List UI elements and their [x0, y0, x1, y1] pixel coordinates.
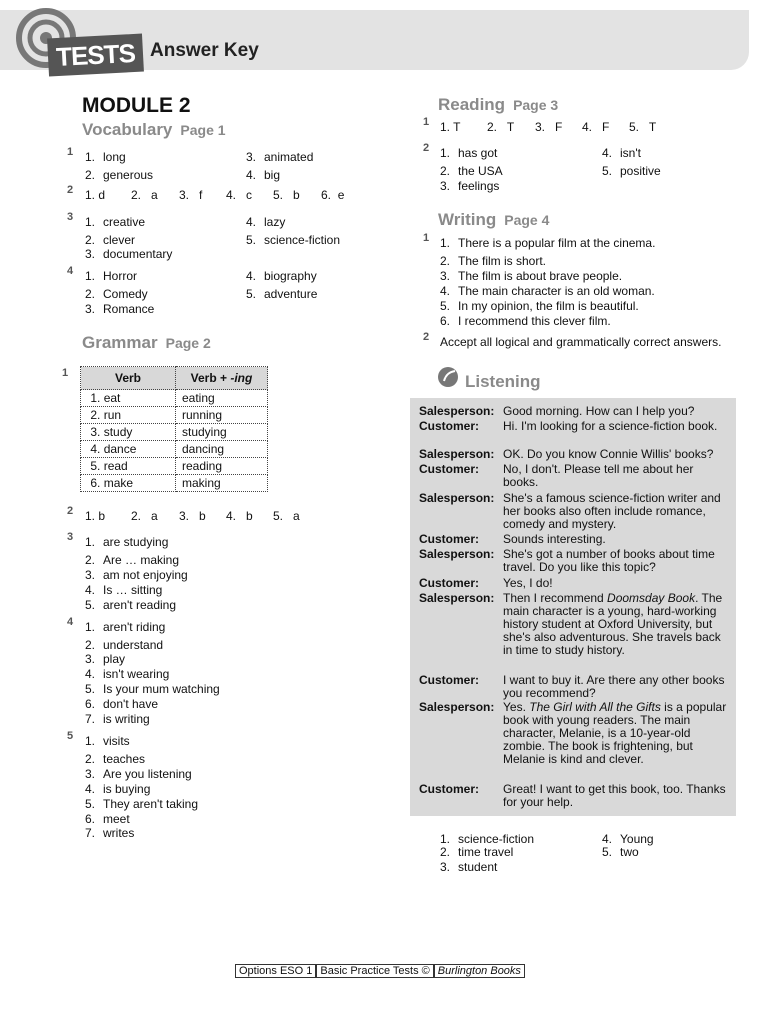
question-number: 2 — [67, 184, 74, 196]
reading-heading: Reading Page 3 — [438, 95, 559, 114]
page-title: Answer Key — [150, 40, 259, 61]
list-item: 1. creative — [85, 215, 146, 229]
list-item: 5. positive — [602, 164, 661, 178]
list-item: 3. play — [85, 652, 126, 666]
list-item: 2. time travel — [440, 845, 514, 859]
table-header: Verb + -ing — [176, 367, 268, 390]
listening-transcript: Salesperson: Good morning. How can I help you? Customer: Hi. I'm looking for a science-fiction book. Salesperson: OK. Do you know Connie Willis' books? Customer: No, I don't. Please tell me about her books. Salesperson: She's a famous science-fiction writer and her books also often include romance, comedy and mystery. Customer: Sounds interesting. Salesperson: She's got a number of books about time travel. Do you like this topic? Customer: Yes, I do! Salesperson: Then I recommend Doomsday Book. The main character is a young, hard-working history student at Oxford University, but she's also adventurous. She travels back in time to study history. Customer: I want to buy it. Are there any other books you recommend? Salesperson: Yes. The Girl with All the Gifts is a popular book with young readers. The main character, Melanie, is a 10-year-old zombie. The book is frightening, but Melanie is kind and clever. Customer: Great! I want to get this book, too. Thanks for your help. — [410, 398, 736, 816]
list-item: 4. F — [582, 120, 610, 134]
table-header: Verb — [81, 367, 176, 390]
list-item: 3. animated — [246, 150, 314, 164]
list-item: 1. There is a popular film at the cinema. — [440, 236, 656, 250]
list-item: 5. adventure — [246, 287, 318, 301]
list-item: 2. generous — [85, 168, 154, 182]
list-item: 1. are studying — [85, 535, 169, 549]
footer-book: Basic Practice Tests © — [316, 964, 433, 978]
grammar-heading: Grammar Page 2 — [82, 333, 211, 352]
list-item: 1. aren't riding — [85, 620, 166, 634]
list-item: 2. a — [131, 188, 158, 202]
question-number: 2 — [423, 331, 430, 343]
list-item: 3. b — [179, 509, 206, 523]
vocabulary-heading: Vocabulary Page 1 — [82, 120, 226, 139]
list-item: 5. two — [602, 845, 639, 859]
list-item: 6. e — [321, 188, 345, 202]
list-item: 5. aren't reading — [85, 598, 177, 612]
list-item: 3. f — [179, 188, 203, 202]
list-item: 1. d — [85, 188, 106, 202]
question-number: 1 — [67, 146, 74, 158]
list-item: 4. isn't — [602, 146, 641, 160]
list-item: 1. has got — [440, 146, 498, 160]
list-item: 2. The film is short. — [440, 254, 547, 268]
list-item: 4. Is … sitting — [85, 583, 163, 597]
question-number: 2 — [67, 505, 74, 517]
list-item: 1. visits — [85, 734, 130, 748]
list-item: 6. meet — [85, 812, 130, 826]
question-number: 1 — [423, 232, 430, 244]
table-row: 2. run running — [81, 407, 268, 424]
footer-publisher: Burlington Books — [434, 964, 525, 978]
list-item: 2. the USA — [440, 164, 503, 178]
list-item: 5. b — [273, 188, 300, 202]
list-item: 2. understand — [85, 638, 164, 652]
list-item: 6. I recommend this clever film. — [440, 314, 611, 328]
question-number: 3 — [67, 211, 74, 223]
list-item: 3. am not enjoying — [85, 568, 188, 582]
list-item: 3. feelings — [440, 179, 500, 193]
table-row: 4. dance dancing — [81, 441, 268, 458]
listening-heading: Listening — [465, 372, 541, 391]
table-row: 5. read reading — [81, 458, 268, 475]
question-number: 1 — [62, 367, 69, 379]
list-item: 4. isn't wearing — [85, 667, 170, 681]
list-item: 4. is buying — [85, 782, 151, 796]
question-number: 5 — [67, 730, 74, 742]
list-item: 5. T — [629, 120, 657, 134]
list-item: 6. don't have — [85, 697, 159, 711]
listening-icon — [437, 366, 461, 388]
list-item: 1. b — [85, 509, 106, 523]
question-number: 4 — [67, 265, 74, 277]
footer-course: Options ESO 1 — [235, 964, 316, 978]
list-item: 3. Are you listening — [85, 767, 192, 781]
list-item: 2. clever — [85, 233, 136, 247]
list-item: 4. The main character is an old woman. — [440, 284, 655, 298]
tests-logo: TESTS — [47, 34, 144, 77]
table-row: 6. make making — [81, 475, 268, 492]
list-item: 5. science-fiction — [246, 233, 341, 247]
list-item: 2. T — [487, 120, 515, 134]
question-number: 1 — [423, 116, 430, 128]
list-item: 1. science-fiction — [440, 832, 535, 846]
list-item: 2. Comedy — [85, 287, 148, 301]
list-item: 4. big — [246, 168, 281, 182]
writing-note: Accept all logical and grammatically correct answers. — [440, 335, 722, 349]
grammar-table — [80, 366, 268, 492]
list-item: 2. teaches — [85, 752, 146, 766]
question-number: 4 — [67, 616, 74, 628]
list-item: 2. Are … making — [85, 553, 180, 567]
list-item: 1. T — [440, 120, 461, 134]
question-number: 3 — [67, 531, 74, 543]
table-row: 1. eat eating — [81, 390, 268, 407]
list-item: 3. student — [440, 860, 498, 874]
list-item: 5. In my opinion, the film is beautiful. — [440, 299, 639, 313]
list-item: 4. lazy — [246, 215, 286, 229]
list-item: 4. biography — [246, 269, 317, 283]
list-item: 2. a — [131, 509, 158, 523]
module-title: MODULE 2 — [82, 94, 191, 117]
list-item: 1. Horror — [85, 269, 138, 283]
question-number: 2 — [423, 142, 430, 154]
table-row: 3. study studying — [81, 424, 268, 441]
list-item: 3. F — [535, 120, 563, 134]
list-item: 4. b — [226, 509, 253, 523]
list-item: 4. c — [226, 188, 253, 202]
list-item: 4. Young — [602, 832, 654, 846]
list-item: 7. writes — [85, 826, 135, 840]
list-item: 3. The film is about brave people. — [440, 269, 623, 283]
list-item: 3. documentary — [85, 247, 173, 261]
footer — [235, 965, 525, 977]
list-item: 3. Romance — [85, 302, 155, 316]
list-item: 5. They aren't taking — [85, 797, 199, 811]
writing-heading: Writing Page 4 — [438, 210, 550, 229]
list-item: 5. Is your mum watching — [85, 682, 220, 696]
list-item: 7. is writing — [85, 712, 150, 726]
list-item: 5. a — [273, 509, 300, 523]
list-item: 1. long — [85, 150, 126, 164]
